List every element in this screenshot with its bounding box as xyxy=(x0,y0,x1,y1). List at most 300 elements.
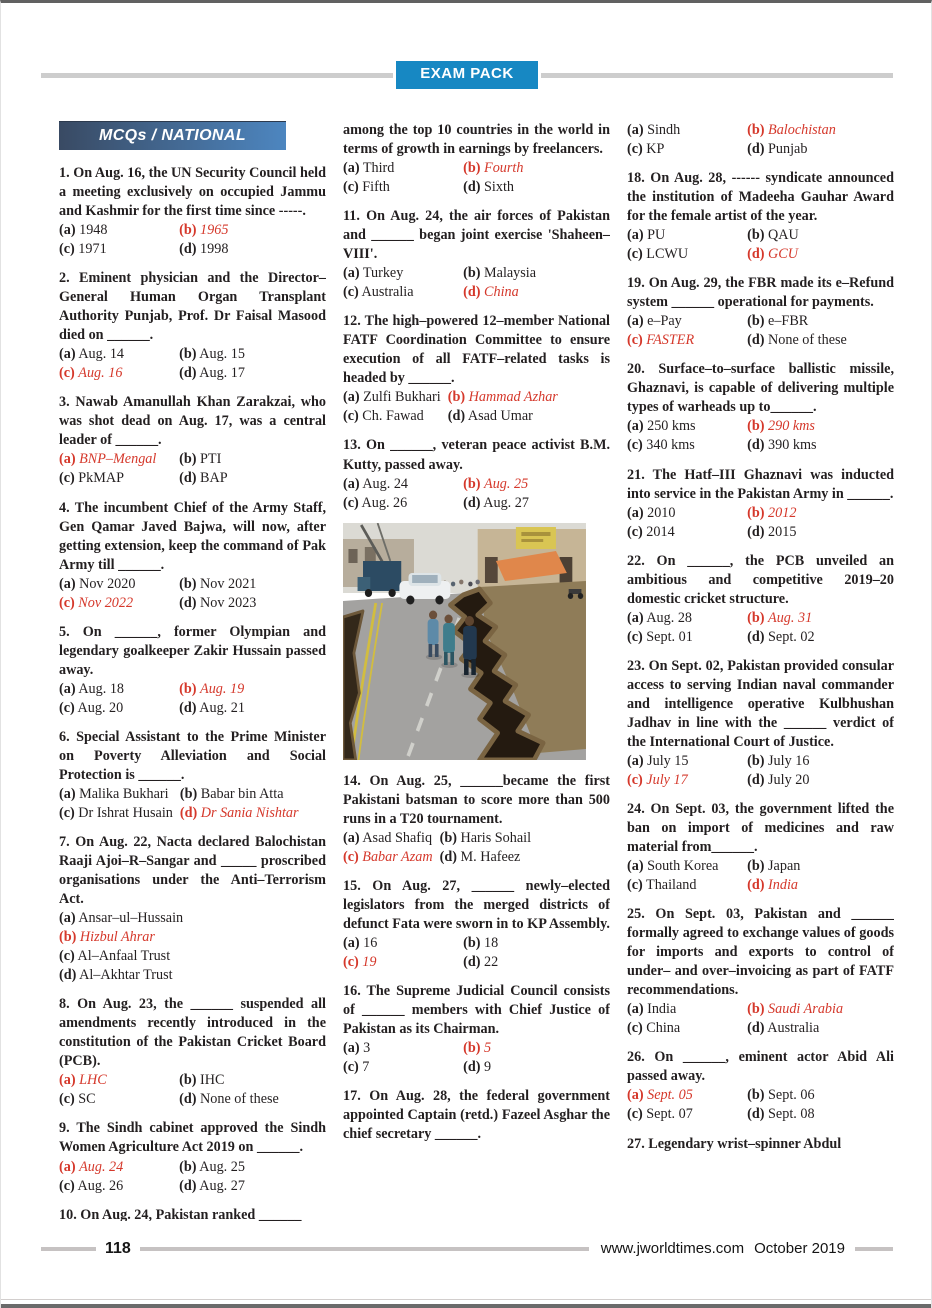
option-c xyxy=(59,699,179,718)
option-c xyxy=(343,848,433,867)
option-label: (a) xyxy=(59,1158,76,1175)
question-number: 25. xyxy=(627,906,645,923)
question-body: On Aug. 24, Pakistan ranked ______ xyxy=(80,1206,302,1221)
option-a xyxy=(59,575,179,594)
option-c xyxy=(343,953,463,972)
option-b xyxy=(179,575,326,594)
option-label: (d) xyxy=(179,1177,197,1194)
option-label: (a) xyxy=(343,1040,360,1056)
question-body: On Aug. 27, ______ newly–elected legislators from the merged districts of defunct Fata were sworn in to KP Assembly. xyxy=(343,877,610,932)
option-b xyxy=(463,1039,610,1058)
option-a xyxy=(343,388,441,407)
question-body: On Aug. 16, the UN Security Council held a meeting exclusively on occupied Jammu and Kashmir for the first time since -----. xyxy=(59,165,326,220)
option-value: Ansar–ul–Hussain xyxy=(78,910,184,927)
option-d xyxy=(463,494,610,513)
option-a xyxy=(627,312,747,331)
option-label: (a) xyxy=(627,1087,644,1104)
question-text xyxy=(59,833,326,909)
option-d xyxy=(463,1058,610,1077)
options-list xyxy=(343,934,610,972)
option-label: (c) xyxy=(343,848,359,865)
option-value: M. Hafeez xyxy=(460,848,521,865)
options-list xyxy=(343,388,610,426)
question-text xyxy=(59,995,326,1071)
question-20 xyxy=(627,360,894,455)
option-b xyxy=(463,159,610,178)
question-text xyxy=(343,436,610,474)
question-number: 8. xyxy=(59,996,70,1013)
options-list xyxy=(627,504,894,542)
question-number: 5. xyxy=(59,623,70,640)
option-value: Asad Umar xyxy=(467,408,533,425)
question-text xyxy=(627,1135,894,1154)
option-b xyxy=(747,1086,894,1105)
option-label: (a) xyxy=(627,418,644,435)
option-b xyxy=(448,388,558,407)
option-value: BAP xyxy=(200,470,228,487)
option-label: (b) xyxy=(747,1001,765,1018)
option-d xyxy=(179,699,326,718)
option-label: (b) xyxy=(747,504,765,521)
question-body: On Aug. 28, ------ syndicate announced the institution of Madeeha Gauhar Award for the female artist of the year. xyxy=(627,170,894,225)
footer-website: www.jworldtimes.com xyxy=(600,1239,745,1257)
option-value: Aug. 16 xyxy=(78,365,123,382)
option-label: (b) xyxy=(463,934,481,951)
question-text xyxy=(627,466,894,504)
option-value: Al–Akhtar Trust xyxy=(79,967,173,984)
question-text xyxy=(343,982,610,1039)
question-body: On ______, veteran peace activist B.M. Kutty, passed away. xyxy=(343,437,610,473)
option-value: Aug. 21 xyxy=(199,699,245,716)
option-d xyxy=(59,966,326,985)
option-label: (a) xyxy=(343,160,360,177)
question-number: 10. xyxy=(59,1206,77,1221)
option-c xyxy=(343,494,463,513)
question-21 xyxy=(627,466,894,542)
option-d xyxy=(448,407,558,426)
option-c xyxy=(627,628,747,647)
question-8 xyxy=(59,995,326,1109)
options-list xyxy=(59,575,326,613)
options-list xyxy=(59,1071,326,1109)
option-b xyxy=(179,450,326,469)
option-d xyxy=(747,876,894,895)
options-list xyxy=(59,450,326,488)
question-12 xyxy=(343,312,610,426)
question-text xyxy=(627,657,894,752)
option-label: (d) xyxy=(59,967,77,984)
option-label: (b) xyxy=(747,752,765,769)
option-value: QAU xyxy=(768,227,799,244)
option-c xyxy=(59,364,179,383)
option-value: Aug. 26 xyxy=(77,1177,124,1194)
option-c xyxy=(59,1090,179,1109)
question-text xyxy=(343,1087,610,1144)
option-value: e–Pay xyxy=(647,313,682,330)
option-a xyxy=(343,829,433,848)
options-list xyxy=(59,221,326,259)
question-body: On Aug. 28, the federal government appointed Captain (retd.) Fazeel Asghar the chief secretary ______. xyxy=(343,1088,610,1143)
option-d xyxy=(179,364,326,383)
option-a xyxy=(343,934,463,953)
option-label: (d) xyxy=(439,848,457,865)
question-text xyxy=(59,623,326,680)
option-b xyxy=(179,221,326,240)
option-a xyxy=(343,475,463,494)
question-body: among the top 10 countries in the world in terms of growth in earnings by freelancers. xyxy=(343,122,610,158)
question-body: On Sept. 03, Pakistan and ______ formally agreed to exchange values of goods for imports and exports to control of under– and over–invoicing as part of FATF recommendations. xyxy=(627,906,894,999)
option-label: (a) xyxy=(59,346,76,363)
option-c xyxy=(59,240,179,259)
option-c xyxy=(59,947,326,966)
option-value: Saudi Arabia xyxy=(768,1001,844,1018)
question-text xyxy=(627,169,894,226)
option-d xyxy=(747,628,894,647)
option-value: Fifth xyxy=(362,179,390,196)
option-label: (c) xyxy=(59,241,75,258)
option-label: (b) xyxy=(179,1072,197,1089)
option-value: FASTER xyxy=(646,332,695,349)
option-b xyxy=(179,1071,326,1090)
question-1 xyxy=(59,164,326,259)
column-left xyxy=(59,121,326,1221)
earthquake-road-crack-photo xyxy=(343,523,586,760)
option-label: (a) xyxy=(627,504,644,521)
option-value: Al–Anfaal Trust xyxy=(77,948,171,965)
option-label: (c) xyxy=(59,594,75,611)
option-a xyxy=(59,785,173,804)
option-a xyxy=(59,345,179,364)
option-b xyxy=(747,504,894,523)
option-label: (b) xyxy=(747,418,765,435)
question-text xyxy=(59,393,326,450)
option-a xyxy=(627,504,747,523)
option-d xyxy=(747,436,894,455)
option-d xyxy=(747,140,894,159)
option-value: South Korea xyxy=(647,858,719,875)
question-number: 7. xyxy=(59,834,70,850)
option-a xyxy=(627,226,747,245)
option-c xyxy=(59,594,179,613)
option-value: Zulfi Bukhari xyxy=(363,389,441,406)
option-a xyxy=(627,857,747,876)
option-value: Aug. 14 xyxy=(78,346,125,363)
option-a xyxy=(627,121,747,140)
option-d xyxy=(179,469,326,488)
question-body: Special Assistant to the Prime Minister on Poverty Alleviation and Social Protection is ______. xyxy=(59,728,326,783)
question-body: Eminent physician and the Director–General Human Organ Transplant Authority Punjab, Prof. Dr Faisal Masood died on ______. xyxy=(59,270,326,344)
footer-rule-left xyxy=(41,1247,96,1251)
question-text xyxy=(59,164,326,221)
option-value: 290 kms xyxy=(768,418,815,435)
option-value: Sept. 02 xyxy=(768,628,815,645)
question-number: 15. xyxy=(343,877,361,894)
option-b xyxy=(747,226,894,245)
question-18 xyxy=(627,169,894,264)
option-value: Sixth xyxy=(484,179,514,196)
option-label: (c) xyxy=(59,470,75,487)
option-label: (d) xyxy=(747,877,765,894)
exam-pack-badge: EXAM PACK xyxy=(396,61,537,88)
question-body: The Hatf–III Ghaznavi was inducted into service in the Pakistan Army in ______. xyxy=(627,466,894,502)
footer-issue: October 2019 xyxy=(754,1239,845,1257)
option-value: 9 xyxy=(484,1059,492,1076)
option-a xyxy=(59,680,179,699)
option-value: e–FBR xyxy=(768,313,809,330)
option-value: 340 kms xyxy=(646,437,695,454)
option-value: Aug. 28 xyxy=(646,609,693,626)
option-label: (c) xyxy=(59,804,75,821)
option-label: (b) xyxy=(747,609,765,626)
option-value: Malika Bukhari xyxy=(79,785,169,802)
question-body: Surface–to–surface ballistic missile, Ghaznavi, is capable of delivering multiple types of warheads up to______. xyxy=(627,361,894,416)
question-24 xyxy=(627,800,894,895)
option-label: (d) xyxy=(463,1059,481,1076)
option-b xyxy=(440,829,531,848)
option-a xyxy=(627,609,747,628)
option-value: Aug. 15 xyxy=(199,346,245,363)
question-continuation xyxy=(627,121,894,159)
option-value: LCWU xyxy=(646,246,689,263)
question-number: 13. xyxy=(343,437,361,454)
options-list xyxy=(627,1086,894,1124)
option-label: (b) xyxy=(179,785,198,802)
option-d xyxy=(747,771,894,790)
options-list xyxy=(343,264,610,302)
option-b xyxy=(463,264,610,283)
options-list xyxy=(627,1000,894,1038)
option-label: (c) xyxy=(343,284,359,301)
question-5 xyxy=(59,623,326,718)
question-body: The incumbent Chief of the Army Staff, Gen Qamar Javed Bajwa, will now, after getting extension, keep the command of Pak Army till ______. xyxy=(59,499,326,573)
option-label: (c) xyxy=(343,1059,359,1076)
option-label: (d) xyxy=(179,241,197,258)
earthquake-photo-graphic xyxy=(343,523,586,760)
option-a xyxy=(59,909,326,928)
options-list xyxy=(627,857,894,895)
option-label: (c) xyxy=(627,246,643,263)
options-list xyxy=(627,121,894,159)
question-body: On Aug. 23, the ______ suspended all amendments recently introduced in the constitution of the Pakistan Cricket Board (PCB). xyxy=(59,996,326,1070)
option-b xyxy=(463,934,610,953)
option-label: (a) xyxy=(343,389,360,406)
option-value: Aug. 20 xyxy=(77,699,124,716)
option-label: (c) xyxy=(627,1020,643,1037)
option-value: Nov 2023 xyxy=(200,594,257,611)
option-a xyxy=(343,264,463,283)
option-label: (a) xyxy=(59,680,76,697)
question-text xyxy=(627,360,894,417)
option-c xyxy=(59,804,173,823)
option-value: Aug. 25 xyxy=(199,1158,245,1175)
question-text xyxy=(59,499,326,575)
option-value: GCU xyxy=(768,246,798,263)
option-a xyxy=(627,417,747,436)
option-label: (c) xyxy=(627,523,643,540)
option-value: 1948 xyxy=(79,222,108,239)
option-c xyxy=(627,140,747,159)
option-value: Balochistan xyxy=(768,122,836,138)
option-d xyxy=(179,240,326,259)
option-value: Fourth xyxy=(484,160,524,177)
option-value: Third xyxy=(362,160,395,177)
option-value: SC xyxy=(78,1091,96,1108)
option-value: Aug. 17 xyxy=(199,365,245,382)
question-number: 20. xyxy=(627,361,645,378)
option-value: Asad Shafiq xyxy=(362,829,433,846)
question-body: On Sept. 02, Pakistan provided consular access to serving Indian naval commander and intelligence operative Kulbhushan Jadhav in line with the ______ verdict of the International Court of Justice. xyxy=(627,657,894,750)
option-value: Sept. 06 xyxy=(768,1087,815,1104)
option-value: Aug. 31 xyxy=(768,609,813,626)
question-3 xyxy=(59,393,326,488)
question-number: 9. xyxy=(59,1120,70,1137)
footer-rule-right xyxy=(855,1247,893,1251)
option-c xyxy=(343,1058,463,1077)
option-value: 22 xyxy=(484,953,499,970)
option-label: (b) xyxy=(447,389,466,406)
option-value: Aug. 24 xyxy=(362,475,409,492)
question-body: On Sept. 03, the government lifted the ban on import of medicines and raw material from______. xyxy=(627,801,894,856)
option-label: (d) xyxy=(447,408,466,425)
question-number: 16. xyxy=(343,982,361,999)
option-label: (a) xyxy=(627,1001,644,1018)
question-number: 23. xyxy=(627,657,645,674)
option-label: (d) xyxy=(179,699,197,716)
option-label: (a) xyxy=(343,265,360,282)
option-a xyxy=(627,1000,747,1019)
option-value: 250 kms xyxy=(647,418,696,435)
option-value: 390 kms xyxy=(768,437,817,454)
option-label: (b) xyxy=(179,346,197,363)
question-text xyxy=(343,312,610,388)
option-b xyxy=(180,785,299,804)
option-value: China xyxy=(646,1020,681,1037)
column-middle xyxy=(343,121,610,1221)
options-list xyxy=(343,829,610,867)
question-number: 1. xyxy=(59,165,70,181)
option-label: (d) xyxy=(747,771,765,788)
option-label: (d) xyxy=(179,804,198,821)
question-text xyxy=(59,269,326,345)
option-value: Sept. 07 xyxy=(646,1106,693,1123)
signboard xyxy=(516,527,556,549)
option-value: Turkey xyxy=(362,265,404,282)
page-header xyxy=(41,63,893,87)
question-number: 12. xyxy=(343,313,361,330)
option-value: Nov 2021 xyxy=(200,575,257,592)
option-label: (a) xyxy=(627,752,644,769)
option-label: (a) xyxy=(627,313,644,330)
question-number: 21. xyxy=(627,466,645,483)
option-value: Aug. 24 xyxy=(79,1158,124,1175)
column-right xyxy=(627,121,894,1221)
option-value: China xyxy=(484,284,519,301)
option-label: (d) xyxy=(179,594,197,611)
question-number: 24. xyxy=(627,801,645,817)
option-label: (b) xyxy=(747,227,765,244)
section-title: MCQs / NATIONAL xyxy=(59,121,286,150)
option-value: PTI xyxy=(200,451,222,468)
option-value: Aug. 27 xyxy=(199,1177,245,1194)
options-list xyxy=(59,680,326,718)
question-text xyxy=(627,905,894,1000)
options-list xyxy=(627,609,894,647)
option-value: Thailand xyxy=(646,877,697,894)
option-value: Sept. 01 xyxy=(646,628,693,645)
question-body: Nawab Amanullah Khan Zarakzai, who was shot dead on Aug. 17, was a central leader of ______. xyxy=(59,394,326,449)
option-b xyxy=(179,680,326,699)
option-value: Aug. 18 xyxy=(78,680,125,697)
option-label: (d) xyxy=(747,332,765,349)
option-value: Punjab xyxy=(768,141,808,158)
option-value: Dr Ishrat Husain xyxy=(78,804,173,821)
option-d xyxy=(440,848,531,867)
option-c xyxy=(627,1105,747,1124)
option-value: July 17 xyxy=(646,771,688,788)
option-label: (b) xyxy=(179,222,197,239)
option-a xyxy=(59,221,179,240)
question-9 xyxy=(59,1119,326,1195)
option-label: (b) xyxy=(463,475,481,492)
question-6 xyxy=(59,728,326,823)
option-value: Aug. 27 xyxy=(483,494,529,511)
question-text xyxy=(343,772,610,829)
option-value: July 16 xyxy=(768,752,810,769)
question-2 xyxy=(59,269,326,383)
option-value: July 20 xyxy=(768,771,810,788)
option-b xyxy=(179,1158,326,1177)
option-label: (a) xyxy=(343,475,360,492)
question-body: On Aug. 25, ______became the first Pakistani batsman to score more than 500 runs in a T20 tournament. xyxy=(343,772,610,827)
option-value: 3 xyxy=(363,1040,371,1056)
question-body: The high–powered 12–member National FATF Coordination Committee to ensure execution of all FATF–related tasks is headed by ______. xyxy=(343,313,610,387)
option-a xyxy=(59,450,179,469)
question-number: 11. xyxy=(343,208,360,225)
option-label: (b) xyxy=(463,265,481,282)
option-label: (a) xyxy=(343,934,360,951)
option-label: (a) xyxy=(627,227,644,244)
option-d xyxy=(747,331,894,350)
option-value: PkMAP xyxy=(78,470,125,487)
question-body: The Supreme Judicial Council consists of ______ members with Chief Justice of Pakistan as its Chairman. xyxy=(343,982,610,1037)
option-label: (b) xyxy=(179,575,197,592)
option-label: (c) xyxy=(59,948,75,965)
option-label: (d) xyxy=(747,1106,765,1123)
option-value: PU xyxy=(647,227,666,244)
option-a xyxy=(343,1039,463,1058)
question-text xyxy=(627,1048,894,1086)
option-value: July 15 xyxy=(647,752,689,769)
option-label: (a) xyxy=(59,785,76,802)
option-label: (d) xyxy=(747,628,765,645)
option-label: (c) xyxy=(343,494,359,511)
question-27 xyxy=(627,1135,894,1154)
option-value: Babar bin Atta xyxy=(200,785,284,802)
option-value: Aug. 25 xyxy=(484,475,529,492)
question-number: 27. xyxy=(627,1135,645,1152)
option-value: Haris Sohail xyxy=(460,829,532,846)
option-label: (c) xyxy=(343,953,359,970)
option-label: (d) xyxy=(179,1091,197,1108)
question-25 xyxy=(627,905,894,1038)
option-d xyxy=(463,283,610,302)
option-b xyxy=(747,1000,894,1019)
footer-rule-middle xyxy=(140,1247,589,1251)
option-value: Aug. 19 xyxy=(200,680,245,697)
options-list xyxy=(627,417,894,455)
option-label: (a) xyxy=(59,910,76,927)
option-value: Sept. 08 xyxy=(768,1106,815,1123)
